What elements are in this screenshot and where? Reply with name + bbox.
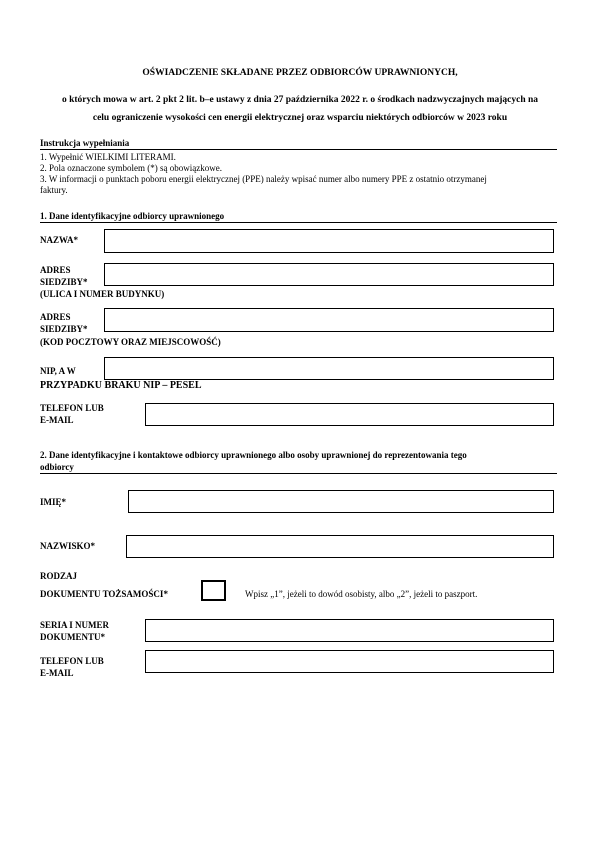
adres-ulica-label-line-2: SIEDZIBY*	[40, 277, 88, 287]
instruction-item-3-continued: faktury.	[40, 185, 68, 195]
nazwisko-field[interactable]	[126, 535, 554, 558]
adres-kod-field[interactable]	[104, 308, 554, 332]
page-title: OŚWIADCZENIE SKŁADANE PRZEZ ODBIORCÓW UPRAWNIONYCH,	[142, 68, 458, 78]
section-2-heading-line-2: odbiorcy	[40, 462, 74, 472]
nip-label-line-2: PRZYPADKU BRAKU NIP – PESEL	[40, 380, 202, 391]
imie-label: IMIĘ*	[40, 497, 67, 507]
seria-field[interactable]	[145, 619, 554, 642]
adres-ulica-label-line-1: ADRES	[40, 265, 71, 275]
seria-label-line-1: SERIA I NUMER	[40, 620, 110, 630]
adres-kod-label-line-2: SIEDZIBY*	[40, 324, 88, 334]
rodzaj-label-line-2: DOKUMENTU TOŻSAMOŚCI*	[40, 589, 168, 599]
nazwa-label: NAZWA*	[40, 235, 79, 245]
adres-kod-label-line-3: (KOD POCZTOWY ORAZ MIEJSCOWOŚĆ)	[40, 337, 221, 347]
instruction-item-1: 1. Wypełnić WIELKIMI LITERAMI.	[40, 152, 176, 162]
rodzaj-label-line-1: RODZAJ	[40, 571, 78, 581]
adres-ulica-field[interactable]	[104, 263, 554, 286]
kontakt-1-label-line-1: TELEFON LUB	[40, 403, 104, 413]
kontakt-1-label-line-2: E-MAIL	[40, 415, 74, 425]
rodzaj-dokumentu-box[interactable]	[201, 580, 226, 601]
kontakt-2-field[interactable]	[145, 650, 554, 673]
nip-label-line-1: NIP, A W	[40, 366, 76, 376]
instructions-divider	[40, 149, 557, 150]
adres-ulica-label-line-3: (ULICA I NUMER BUDYNKU)	[40, 289, 165, 299]
kontakt-2-label-line-2: E-MAIL	[40, 668, 74, 678]
kontakt-2-label-line-1: TELEFON LUB	[40, 656, 104, 666]
section-2-divider	[40, 473, 557, 474]
nip-field[interactable]	[104, 357, 554, 380]
instruction-item-2: 2. Pola oznaczone symbolem (*) są obowiązkowe.	[40, 163, 222, 173]
rodzaj-dokumentu-hint: Wpisz „1”, jeżeli to dowód osobisty, albo „2”, jeżeli to paszport.	[245, 589, 478, 599]
instructions-heading: Instrukcja wypełniania	[40, 138, 130, 148]
nazwa-field[interactable]	[104, 229, 554, 253]
page-subtitle-line-2: celu ograniczenie wysokości cen energii elektrycznej oraz wsparciu niektórych odbiorców w 2023 roku	[92, 113, 508, 123]
seria-label-line-2: DOKUMENTU*	[40, 632, 105, 642]
kontakt-1-field[interactable]	[145, 403, 554, 426]
imie-field[interactable]	[128, 490, 554, 513]
page-subtitle-line-1: o których mowa w art. 2 pkt 2 lit. b–e ustawy z dnia 27 października 2022 r. o środkach nadzwyczajnych mających na	[61, 95, 539, 105]
section-2-heading-line-1: 2. Dane identyfikacyjne i kontaktowe odbiorcy uprawnionego albo osoby uprawnionej do reprezentowania tego	[40, 450, 467, 460]
instruction-item-3: 3. W informacji o punktach poboru energii elektrycznej (PPE) należy wpisać numer albo numery PPE z ostatnio otrzymanej	[40, 174, 487, 184]
adres-kod-label-line-1: ADRES	[40, 312, 71, 322]
section-1-divider	[40, 222, 557, 223]
nazwisko-label: NAZWISKO*	[40, 541, 96, 551]
section-1-heading: 1. Dane identyfikacyjne odbiorcy uprawnionego	[40, 211, 225, 221]
